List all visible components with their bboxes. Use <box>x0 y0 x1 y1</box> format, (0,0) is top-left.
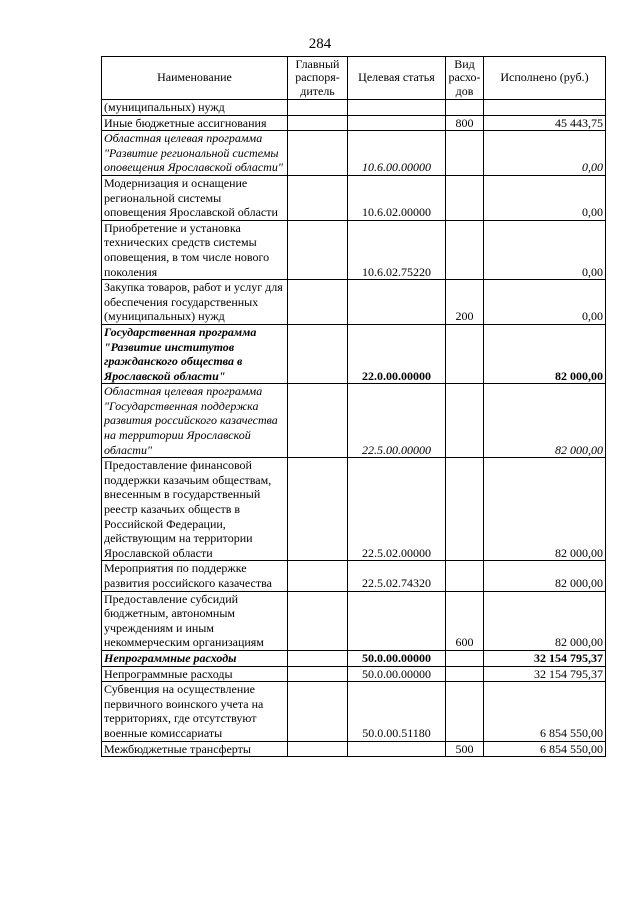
cell-amount: 45 443,75 <box>484 115 606 131</box>
cell-vid <box>446 682 484 741</box>
cell-code: 10.6.02.75220 <box>348 220 446 279</box>
cell-name: Предоставление финансовой поддержки казачьим обществам, внесенным в государственный реестр казачьих обществ в Российской Федерации, действующим на территории Ярославской области <box>102 458 288 561</box>
table-row <box>102 220 606 279</box>
cell-name: Модернизация и оснащение региональной системы оповещения Ярославской области <box>102 175 288 220</box>
cell-name: (муниципальных) нужд <box>102 100 288 116</box>
header-executed: Исполнено (руб.) <box>484 57 606 100</box>
cell-admin <box>288 666 348 682</box>
cell-amount <box>484 100 606 116</box>
cell-name: Иные бюджетные ассигнования <box>102 115 288 131</box>
cell-admin <box>288 682 348 741</box>
header-vid: Вид расхо-дов <box>446 57 484 100</box>
table-header-row <box>102 57 606 100</box>
cell-name: Субвенция на осуществление первичного воинского учета на территориях, где отсутствуют военные комиссариаты <box>102 682 288 741</box>
table-row <box>102 175 606 220</box>
cell-admin <box>288 591 348 650</box>
cell-vid: 500 <box>446 741 484 757</box>
cell-admin <box>288 650 348 666</box>
cell-vid <box>446 666 484 682</box>
cell-vid <box>446 131 484 176</box>
cell-code: 22.5.00.00000 <box>348 384 446 458</box>
table-row <box>102 100 606 116</box>
cell-code: 22.5.02.00000 <box>348 458 446 561</box>
cell-name: Непрограммные расходы <box>102 650 288 666</box>
table-row <box>102 384 606 458</box>
table-row <box>102 666 606 682</box>
table-row <box>102 561 606 591</box>
cell-amount: 32 154 795,37 <box>484 666 606 682</box>
cell-code <box>348 115 446 131</box>
cell-admin <box>288 324 348 383</box>
cell-admin <box>288 280 348 325</box>
table-row <box>102 131 606 176</box>
cell-code: 50.0.00.51180 <box>348 682 446 741</box>
cell-name: Непрограммные расходы <box>102 666 288 682</box>
cell-amount: 82 000,00 <box>484 458 606 561</box>
cell-amount: 0,00 <box>484 175 606 220</box>
cell-admin <box>288 100 348 116</box>
cell-code <box>348 100 446 116</box>
table-row <box>102 324 606 383</box>
cell-admin <box>288 741 348 757</box>
cell-vid <box>446 324 484 383</box>
cell-vid <box>446 175 484 220</box>
cell-amount: 6 854 550,00 <box>484 682 606 741</box>
cell-code <box>348 741 446 757</box>
cell-vid <box>446 384 484 458</box>
table-row <box>102 650 606 666</box>
cell-admin <box>288 115 348 131</box>
budget-table <box>101 56 606 757</box>
cell-vid <box>446 650 484 666</box>
cell-amount: 32 154 795,37 <box>484 650 606 666</box>
cell-name: Государственная программа "Развитие институтов гражданского общества в Ярославской области" <box>102 324 288 383</box>
cell-code: 50.0.00.00000 <box>348 666 446 682</box>
cell-code: 22.5.02.74320 <box>348 561 446 591</box>
table-row <box>102 115 606 131</box>
cell-amount: 0,00 <box>484 131 606 176</box>
table-row <box>102 682 606 741</box>
cell-code: 22.0.00.00000 <box>348 324 446 383</box>
cell-amount: 82 000,00 <box>484 384 606 458</box>
table-row <box>102 591 606 650</box>
cell-amount: 0,00 <box>484 280 606 325</box>
cell-amount: 6 854 550,00 <box>484 741 606 757</box>
cell-vid: 600 <box>446 591 484 650</box>
cell-admin <box>288 131 348 176</box>
cell-admin <box>288 561 348 591</box>
cell-vid: 200 <box>446 280 484 325</box>
header-name: Наименование <box>102 57 288 100</box>
table-row <box>102 280 606 325</box>
cell-name: Приобретение и установка технических средств системы оповещения, в том числе нового поколения <box>102 220 288 279</box>
table-row <box>102 458 606 561</box>
table-row <box>102 741 606 757</box>
cell-code <box>348 280 446 325</box>
header-admin: Главный распоря-дитель <box>288 57 348 100</box>
cell-code: 50.0.00.00000 <box>348 650 446 666</box>
cell-amount: 82 000,00 <box>484 591 606 650</box>
cell-name: Межбюджетные трансферты <box>102 741 288 757</box>
cell-name: Мероприятия по поддержке развития российского казачества <box>102 561 288 591</box>
cell-amount: 0,00 <box>484 220 606 279</box>
cell-code: 10.6.02.00000 <box>348 175 446 220</box>
cell-vid <box>446 220 484 279</box>
cell-admin <box>288 458 348 561</box>
cell-admin <box>288 384 348 458</box>
cell-name: Предоставление субсидий бюджетным, автономным учреждениям и иным некоммерческим организациям <box>102 591 288 650</box>
cell-amount: 82 000,00 <box>484 324 606 383</box>
cell-vid <box>446 100 484 116</box>
cell-name: Областная целевая программа "Государственная поддержка развития российского казачества на территории Ярославской области" <box>102 384 288 458</box>
cell-vid <box>446 561 484 591</box>
cell-vid: 800 <box>446 115 484 131</box>
header-target: Целевая статья <box>348 57 446 100</box>
cell-name: Областная целевая программа "Развитие региональной системы оповещения Ярославской области" <box>102 131 288 176</box>
cell-code <box>348 591 446 650</box>
table-body <box>102 100 606 757</box>
cell-vid <box>446 458 484 561</box>
cell-amount: 82 000,00 <box>484 561 606 591</box>
page-number: 284 <box>308 36 332 52</box>
cell-name: Закупка товаров, работ и услуг для обеспечения государственных (муниципальных) нужд <box>102 280 288 325</box>
cell-code: 10.6.00.00000 <box>348 131 446 176</box>
cell-admin <box>288 220 348 279</box>
cell-admin <box>288 175 348 220</box>
